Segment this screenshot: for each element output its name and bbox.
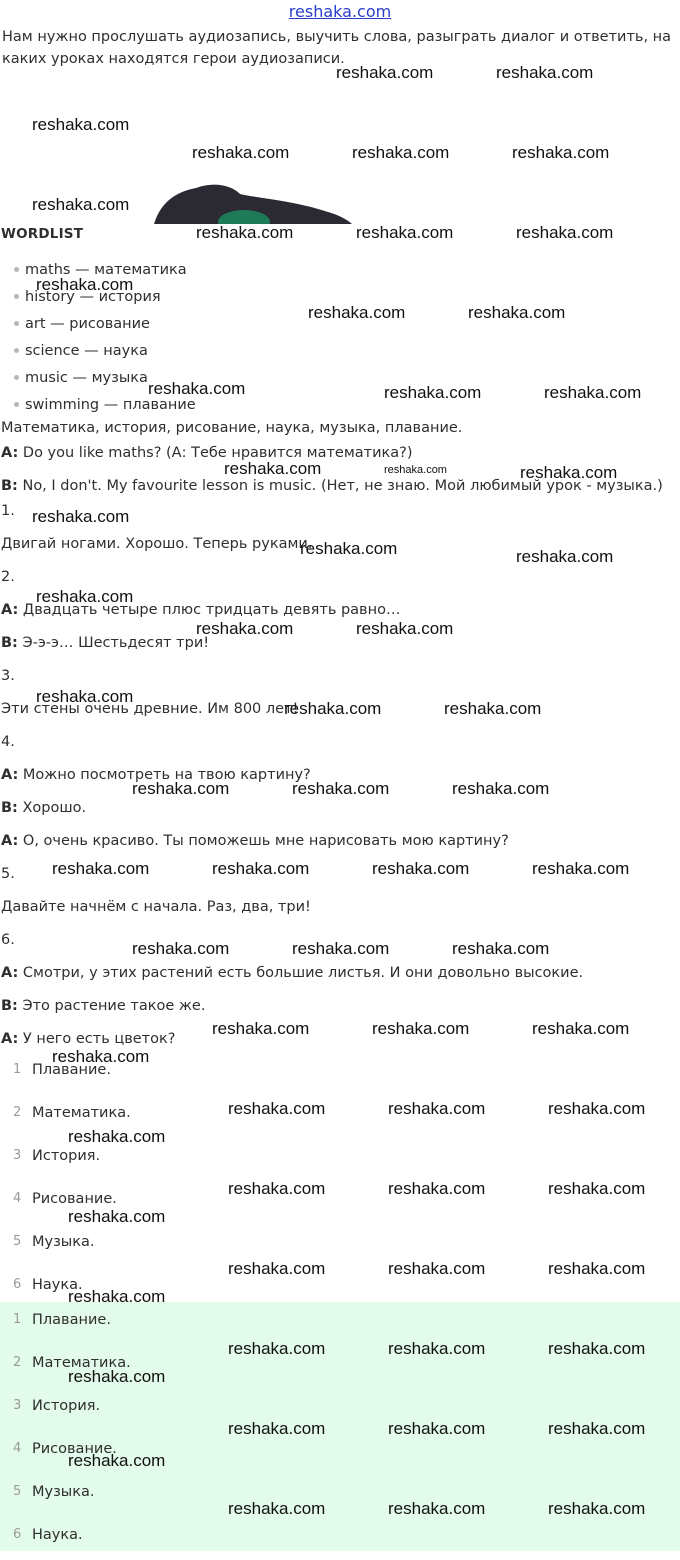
watermark: reshaka.com [68,1207,166,1226]
watermark: reshaka.com [388,1499,486,1518]
wordlist-item: science — наука [14,343,148,359]
section-line: B: Хорошо. [1,800,87,816]
watermark: reshaka.com [352,143,450,162]
watermark: reshaka.com [468,303,566,322]
site-link[interactable]: reshaka.com [288,2,392,21]
watermark: reshaka.com [548,1259,646,1278]
section-line: B: Это растение такое же. [1,998,206,1014]
wordlist-item: swimming — плавание [14,397,196,413]
highlighted-answer-row: 2 Математика. [13,1355,131,1371]
section-line: Эти стены очень древние. Им 800 лет! [1,701,299,717]
bullet-icon [14,348,19,353]
cloud-illustration [152,178,352,224]
watermark: reshaka.com [228,1099,326,1118]
watermark: reshaka.com [356,223,454,242]
section-number: 6. [1,932,15,948]
watermark: reshaka.com [520,463,618,482]
section-line: A: Смотри, у этих растений есть большие листья. И они довольно высокие. [1,965,584,981]
watermark: reshaka.com [224,459,322,478]
watermark: reshaka.com [284,699,382,718]
answer-row: 3 История. [13,1148,101,1164]
watermark: reshaka.com [68,1367,166,1386]
watermark: reshaka.com [300,539,398,558]
watermark: reshaka.com [444,699,542,718]
answer-row: 6 Наука. [13,1277,83,1293]
watermark: reshaka.com [372,1019,470,1038]
section-line: A: У него есть цветок? [1,1031,176,1047]
watermark: reshaka.com [532,859,630,878]
watermark: reshaka.com [132,939,230,958]
summary-line: Математика, история, рисование, наука, музыка, плавание. [1,420,463,436]
watermark: reshaka.com [548,1499,646,1518]
watermark: reshaka.com [548,1099,646,1118]
watermark: reshaka.com [228,1339,326,1358]
watermark: reshaka.com [384,383,482,402]
watermark: reshaka.com [356,619,454,638]
bullet-icon [14,267,19,272]
watermark: reshaka.com [532,1019,630,1038]
answer-row: 4 Рисование. [13,1191,117,1207]
wordlist-item: history — история [14,289,161,305]
dialog-line: A: Do you like maths? (А: Тебе нравится математика?) [1,445,413,461]
watermark: reshaka.com [388,1339,486,1358]
watermark: reshaka.com [68,1287,166,1306]
watermark: reshaka.com [192,143,290,162]
watermark: reshaka.com [452,779,550,798]
answer-row: 5 Музыка. [13,1234,95,1250]
watermark: reshaka.com [212,1019,310,1038]
answer-row: 1 Плавание. [13,1062,111,1078]
watermark: reshaka.com [212,859,310,878]
watermark: reshaka.com [292,939,390,958]
watermark: reshaka.com [196,223,294,242]
section-line: Двигай ногами. Хорошо. Теперь руками. [1,536,313,552]
watermark: reshaka.com [516,223,614,242]
watermark: reshaka.com [228,1419,326,1438]
watermark: reshaka.com [132,779,230,798]
section-number: 1. [1,503,15,519]
section-line: A: Можно посмотреть на твою картину? [1,767,311,783]
watermark: reshaka.com [496,63,594,82]
watermark: reshaka.com [52,859,150,878]
bullet-icon [14,375,19,380]
wordlist-item: music — музыка [14,370,148,386]
watermark: reshaka.com [544,383,642,402]
watermark: reshaka.com [308,303,406,322]
bullet-icon [14,294,19,299]
watermark: reshaka.com [36,275,134,294]
watermark: reshaka.com [388,1179,486,1198]
wordlist-item: art — рисование [14,316,150,332]
watermark: reshaka.com [32,195,130,214]
watermark: reshaka.com [32,507,130,526]
watermark: reshaka.com [32,115,130,134]
watermark: reshaka.com [388,1099,486,1118]
highlighted-answer-row: 5 Музыка. [13,1484,95,1500]
watermark: reshaka.com [548,1419,646,1438]
watermark: reshaka.com [148,379,246,398]
section-number: 5. [1,866,15,882]
watermark: reshaka.com [452,939,550,958]
highlighted-answer-row: 4 Рисование. [13,1441,117,1457]
watermark: reshaka.com [228,1259,326,1278]
section-line: Давайте начнём с начала. Раз, два, три! [1,899,311,915]
watermark: reshaka.com [388,1259,486,1278]
section-number: 3. [1,668,15,684]
section-number: 2. [1,569,15,585]
watermark: reshaka.com [388,1419,486,1438]
watermark: reshaka.com [372,859,470,878]
watermark: reshaka.com [512,143,610,162]
answer-row: 2 Математика. [13,1105,131,1121]
watermark: reshaka.com [384,464,447,476]
watermark: reshaka.com [228,1499,326,1518]
watermark: reshaka.com [36,687,134,706]
watermark: reshaka.com [196,619,294,638]
watermark: reshaka.com [292,779,390,798]
wordlist-item: maths — математика [14,262,187,278]
wordlist-title: WORDLIST [1,226,84,242]
bullet-icon [14,402,19,407]
watermark: reshaka.com [68,1451,166,1470]
watermark: reshaka.com [548,1179,646,1198]
watermark: reshaka.com [68,1127,166,1146]
highlighted-answer-row: 1 Плавание. [13,1312,111,1328]
dialog-line: B: No, I don't. My favourite lesson is music. (Нет, не знаю. Мой любимый урок - музыка.) [1,478,663,494]
watermark: reshaka.com [548,1339,646,1358]
section-line: A: Двадцать четыре плюс тридцать девять равно… [1,602,401,618]
watermark: reshaka.com [36,587,134,606]
section-line: B: Э-э-э… Шестьдесят три! [1,635,210,651]
section-line: A: О, очень красиво. Ты поможешь мне нарисовать мою картину? [1,833,509,849]
section-number: 4. [1,734,15,750]
watermark: reshaka.com [52,1047,150,1066]
watermark: reshaka.com [336,63,434,82]
intro-text: Нам нужно прослушать аудиозапись, выучить слова, разыграть диалог и ответить, на каких уроках находятся герои аудиозаписи. [2,29,672,67]
watermark: reshaka.com [516,547,614,566]
bullet-icon [14,321,19,326]
watermark: reshaka.com [228,1179,326,1198]
highlighted-answer-row: 6 Наука. [13,1527,83,1543]
highlighted-answer-row: 3 История. [13,1398,101,1414]
